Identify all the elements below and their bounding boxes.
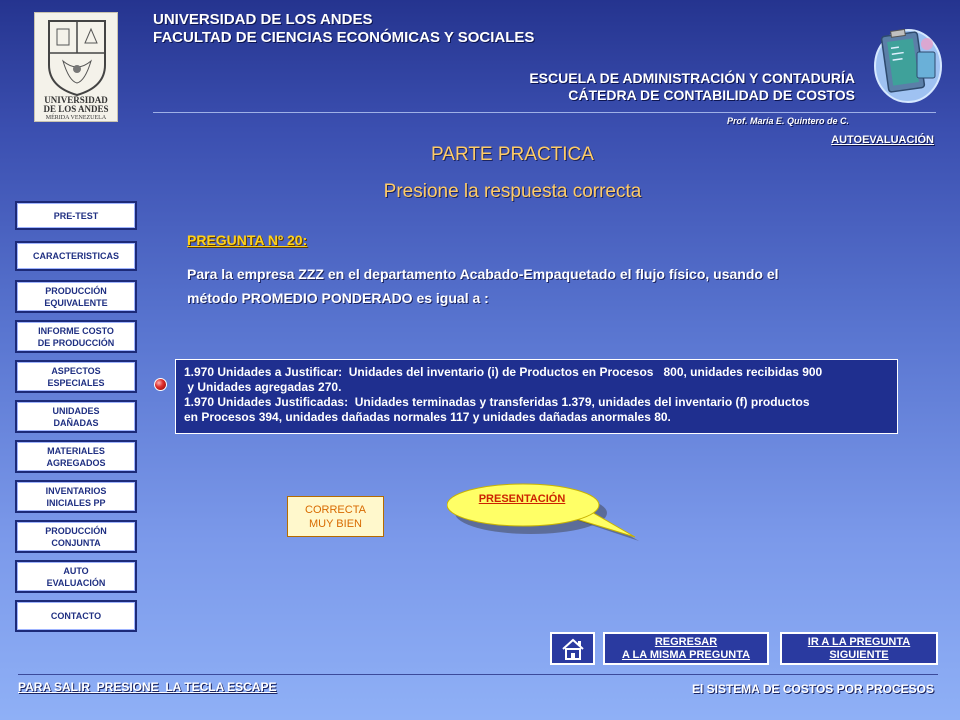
- presentacion-label[interactable]: PRESENTACIÓN: [478, 493, 566, 505]
- home-icon: [560, 637, 586, 661]
- university-crest-icon: [35, 13, 119, 99]
- sidebar-item-materiales-agregados[interactable]: [15, 440, 137, 473]
- sidebar-item-label: PRE-TEST: [53, 210, 99, 221]
- sidebar-item-label: CONJUNTA: [51, 537, 101, 548]
- faculty-name: FACULTAD DE CIENCIAS ECONÓMICAS Y SOCIALES: [153, 29, 535, 46]
- regresar-label: REGRESAR: [654, 635, 718, 648]
- question-text: [187, 262, 887, 310]
- sidebar-item-label: CARACTERISTICAS: [32, 251, 119, 261]
- clipboard-computer-icon: [873, 22, 943, 104]
- answer-option[interactable]: [175, 359, 898, 434]
- sidebar-item-label: DAÑADAS: [53, 417, 99, 428]
- system-name: El SISTEMA DE COSTOS POR PROCESOS: [691, 682, 934, 696]
- sidebar-item-label: PRODUCCIÓN: [45, 525, 107, 536]
- footer-divider: [18, 674, 938, 675]
- sidebar-item-unidades-danadas[interactable]: [15, 400, 137, 433]
- question-label: PREGUNTA Nº 20:: [187, 232, 308, 248]
- answer-line: en Procesos 394, unidades dañadas normales 117 y unidades dañadas anormales 80.: [184, 410, 671, 424]
- question-line: método PROMEDIO PONDERADO es igual a :: [187, 290, 489, 306]
- feedback-box: [287, 496, 384, 537]
- siguiente-label: IR A LA PREGUNTA: [807, 635, 911, 648]
- sidebar-item-label: EQUIVALENTE: [44, 297, 108, 308]
- answer-line: 1.970 Unidades a Justificar: Unidades del inventario (i) de Productos en Procesos 800, unidades recibidas 900: [184, 365, 823, 379]
- sidebar-item-informe-costo[interactable]: [15, 320, 137, 353]
- autoevaluacion-link[interactable]: AUTOEVALUACIÓN: [831, 134, 934, 146]
- sidebar-item-contacto[interactable]: [15, 600, 137, 632]
- sidebar-item-produccion-equivalente[interactable]: [15, 280, 137, 313]
- sidebar-item-pre-test[interactable]: [15, 201, 137, 230]
- university-name: UNIVERSIDAD DE LOS ANDES: [153, 11, 373, 28]
- professor-name: Prof. María E. Quintero de C.: [726, 116, 849, 126]
- question-line: Para la empresa ZZZ en el departamento Acabado-Empaquetado el flujo físico, usando el: [187, 266, 779, 282]
- sidebar-item-label: CONTACTO: [50, 611, 102, 621]
- header-school: [529, 70, 855, 104]
- section-title: PARTE PRACTICA: [431, 144, 594, 165]
- sidebar-item-label: AUTO: [63, 565, 89, 576]
- logo-caption-line3: MÉRIDA VENEZUELA: [45, 115, 107, 121]
- sidebar-item-autoevaluacion[interactable]: [15, 560, 137, 593]
- sidebar-item-label: INVENTARIOS: [45, 485, 107, 496]
- sidebar-item-label: UNIDADES: [52, 405, 100, 416]
- sidebar-item-label: MATERIALES: [47, 445, 105, 456]
- answer-line: 1.970 Unidades Justificadas: Unidades terminadas y transferidas 1.379, unidades del inventario (f) productos: [184, 395, 810, 409]
- logo-caption-line2: DE LOS ANDES: [43, 104, 109, 114]
- sidebar-item-label: INICIALES PP: [46, 497, 106, 508]
- sidebar-item-label: ESPECIALES: [47, 377, 105, 388]
- sidebar-item-label: ASPECTOS: [51, 365, 101, 376]
- siguiente-label: SIGUIENTE: [829, 648, 889, 661]
- instruction-text: Presione la respuesta correcta: [383, 181, 642, 202]
- home-button[interactable]: [550, 632, 595, 665]
- feedback-line: MUY BIEN: [309, 517, 362, 530]
- sidebar-item-label: DE PRODUCCIÓN: [37, 337, 115, 348]
- sidebar-item-label: INFORME COSTO: [38, 325, 114, 336]
- radio-bullet-icon[interactable]: [154, 378, 167, 391]
- sidebar-item-produccion-conjunta[interactable]: [15, 520, 137, 553]
- sidebar-item-caracteristicas[interactable]: [15, 241, 137, 271]
- sidebar-item-aspectos-especiales[interactable]: [15, 360, 137, 393]
- sidebar-item-inventarios-iniciales[interactable]: [15, 480, 137, 513]
- answer-line: y Unidades agregadas 270.: [184, 380, 342, 394]
- school-name: ESCUELA DE ADMINISTRACIÓN Y CONTADURÍA: [529, 70, 855, 86]
- regresar-label: A LA MISMA PREGUNTA: [621, 648, 751, 661]
- siguiente-button[interactable]: [780, 632, 938, 665]
- exit-hint: PARA SALIR PRESIONE LA TECLA ESCAPE: [18, 680, 277, 694]
- header-divider: [153, 112, 936, 113]
- chair-name: CÁTEDRA DE CONTABILIDAD DE COSTOS: [568, 87, 855, 103]
- sidebar-item-label: PRODUCCIÓN: [45, 285, 107, 296]
- logo-caption-line1: UNIVERSIDAD: [44, 95, 108, 105]
- regresar-button[interactable]: [603, 632, 769, 665]
- logo-caption: [34, 96, 118, 122]
- sidebar-item-label: AGREGADOS: [46, 457, 106, 468]
- feedback-line: CORRECTA: [305, 503, 366, 516]
- header-institution: [153, 11, 534, 47]
- sidebar-item-label: EVALUACIÓN: [46, 577, 106, 588]
